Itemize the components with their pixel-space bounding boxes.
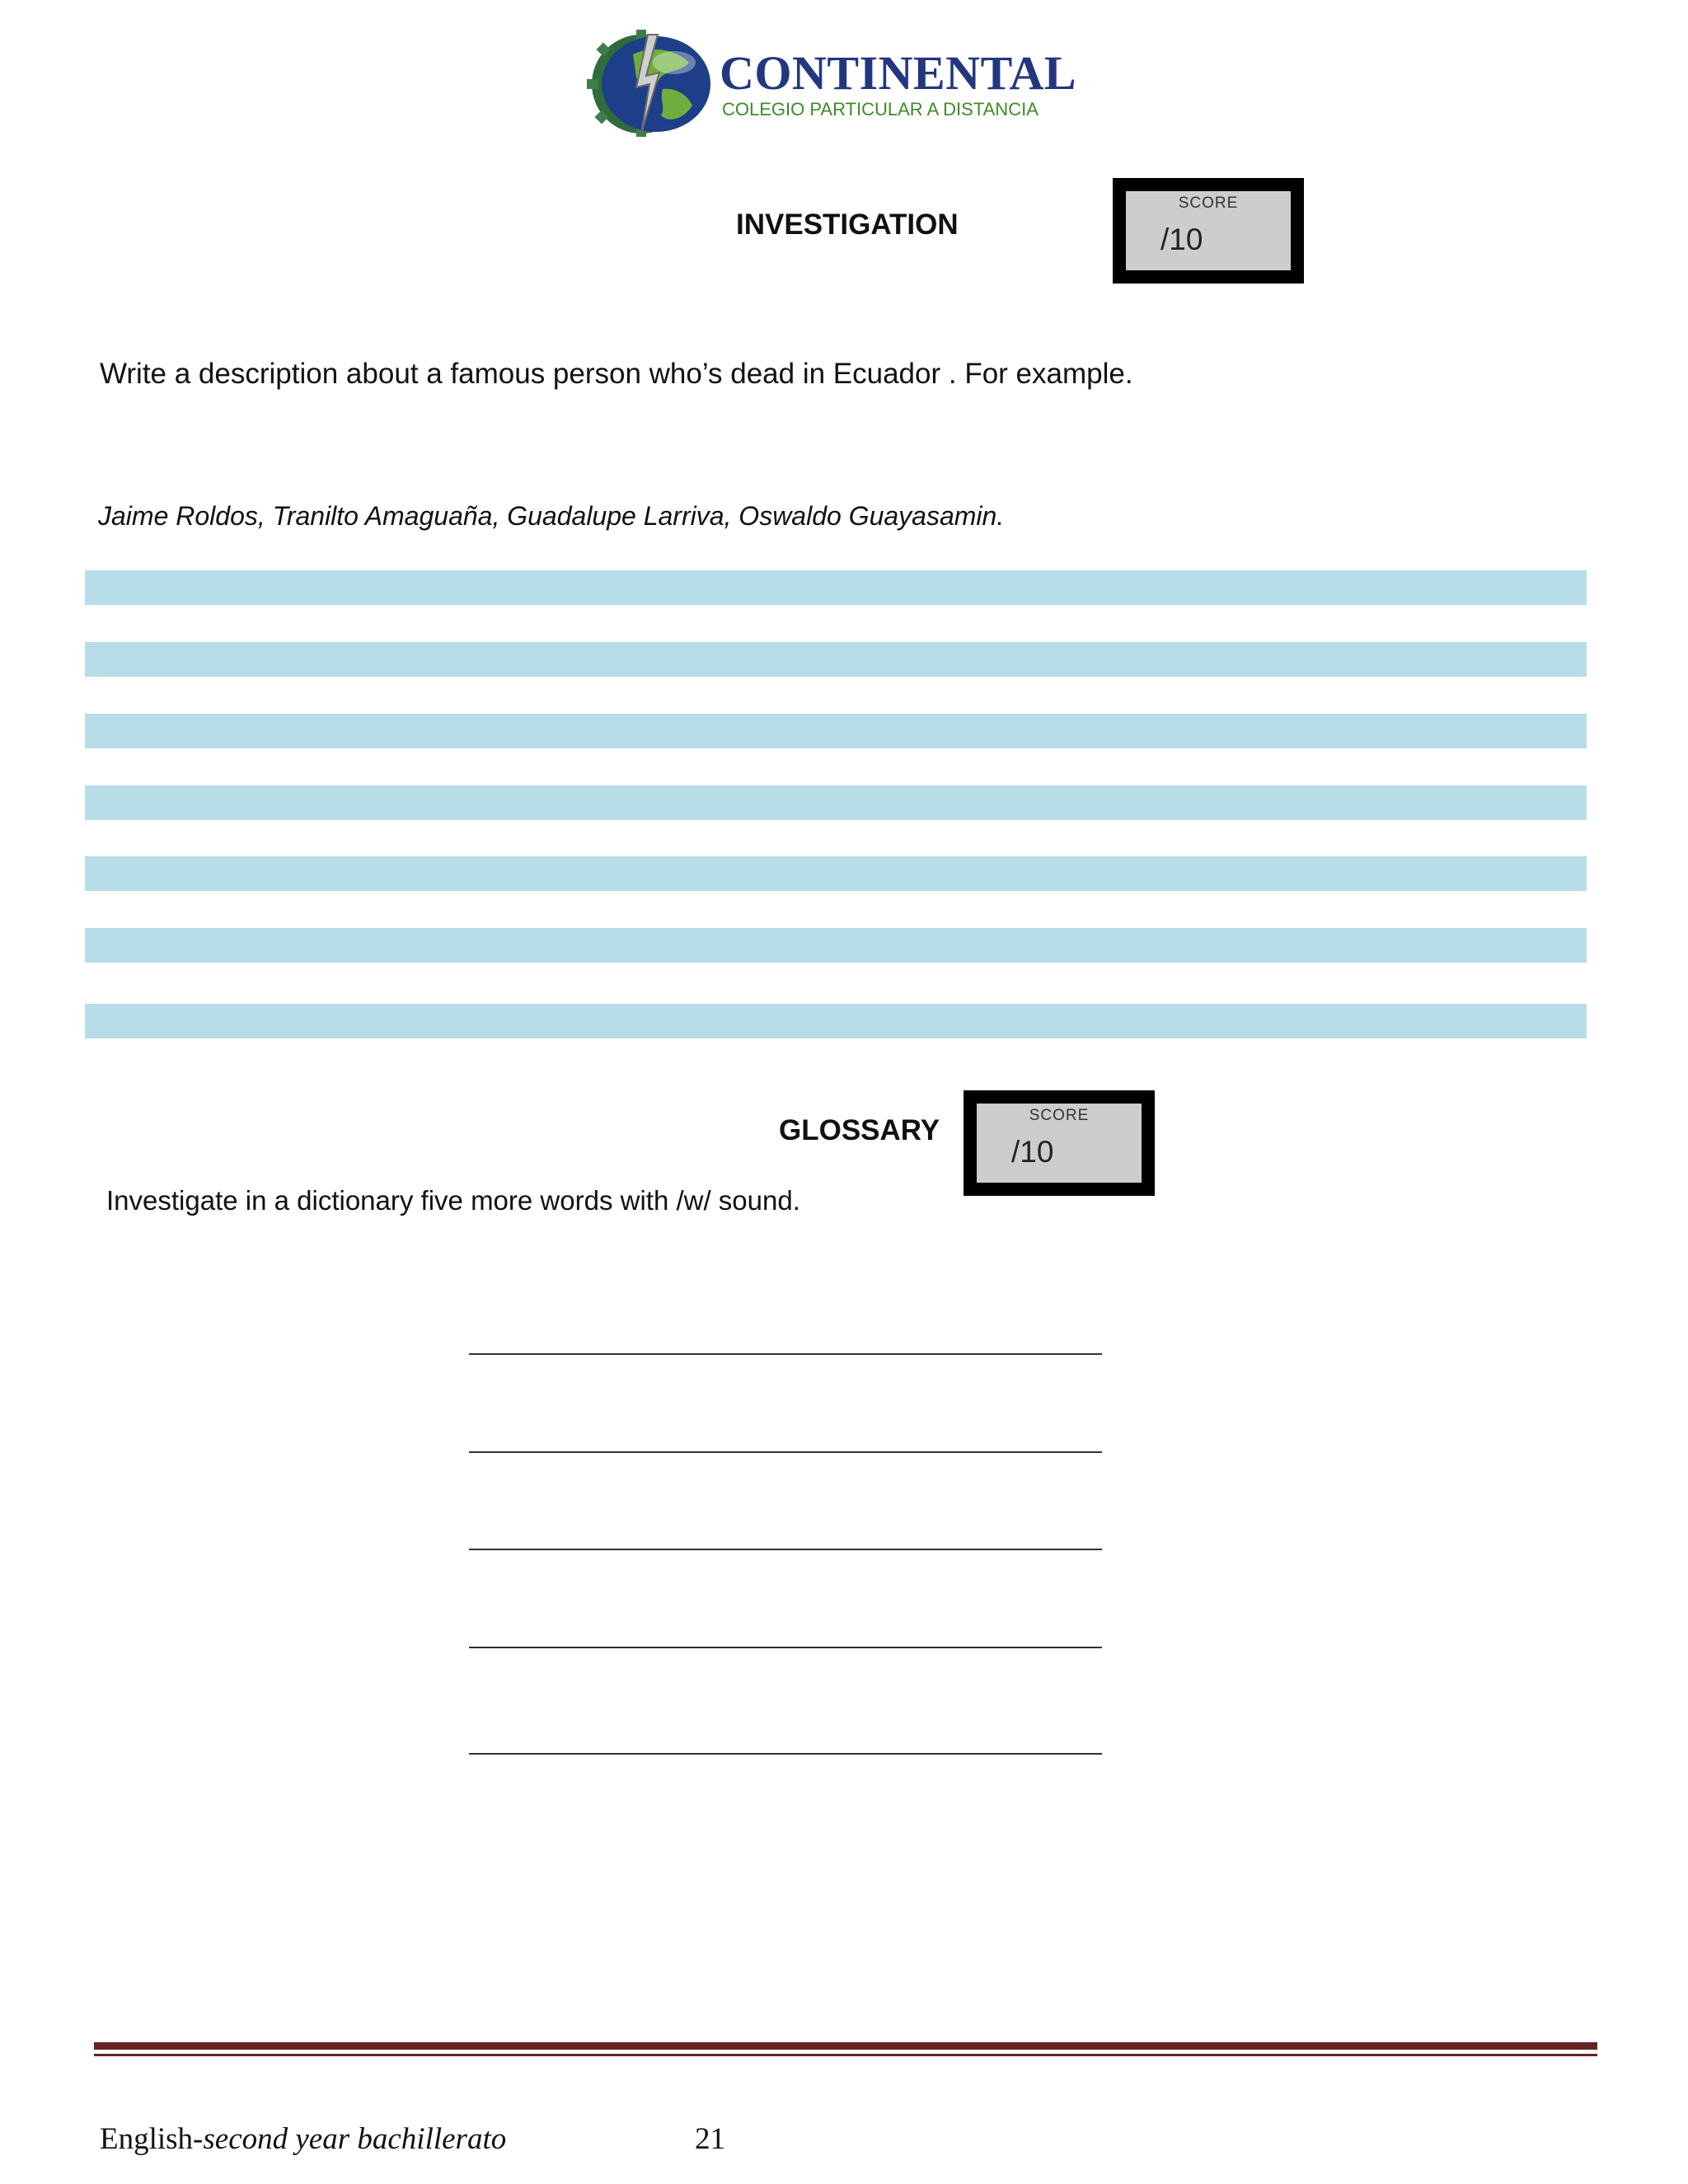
score-label: SCORE (1178, 194, 1239, 212)
score-label: SCORE (1029, 1107, 1090, 1124)
footer-course-name: second year bachillerato (203, 2122, 507, 2156)
answer-stripe[interactable] (85, 1004, 1587, 1038)
score-panel (1126, 191, 1291, 270)
score-value: /10 (1160, 223, 1203, 256)
investigation-title: INVESTIGATION (736, 209, 959, 241)
answer-line[interactable] (469, 1353, 1102, 1355)
answer-line[interactable] (469, 1647, 1102, 1648)
investigation-instruction: Write a description about a famous person who’s dead in Ecuador . For example. (100, 358, 1133, 390)
answer-line[interactable] (469, 1451, 1102, 1453)
score-value: /10 (1011, 1135, 1054, 1169)
answer-stripe[interactable] (85, 714, 1587, 748)
answer-line[interactable] (469, 1549, 1102, 1550)
school-logo (584, 30, 1077, 137)
footer-course (100, 2121, 506, 2157)
footer-subject: English- (100, 2122, 204, 2156)
glossary-title: GLOSSARY (779, 1114, 940, 1146)
answer-line[interactable] (469, 1753, 1102, 1755)
footer-rule (94, 2042, 1597, 2050)
answer-stripe[interactable] (85, 928, 1587, 963)
investigation-examples: Jaime Roldos, Tranilto Amaguaña, Guadalupe Larriva, Oswaldo Guayasamin. (98, 501, 1005, 531)
logo-tagline: COLEGIO PARTICULAR A DISTANCIA (722, 99, 1039, 120)
investigation-score-box (1113, 178, 1304, 284)
answer-stripe[interactable] (85, 856, 1587, 891)
logo-brand-name: CONTINENTAL (720, 46, 1077, 100)
page-number: 21 (695, 2122, 725, 2156)
footer-rule-thin (94, 2054, 1597, 2056)
glossary-score-box (964, 1090, 1155, 1196)
answer-stripe[interactable] (85, 570, 1587, 605)
answer-stripe[interactable] (85, 642, 1587, 677)
score-panel (977, 1104, 1142, 1183)
answer-stripe[interactable] (85, 785, 1587, 820)
glossary-instruction: Investigate in a dictionary five more words with /w/ sound. (106, 1185, 800, 1216)
globe-gear-logo-icon (584, 30, 715, 137)
